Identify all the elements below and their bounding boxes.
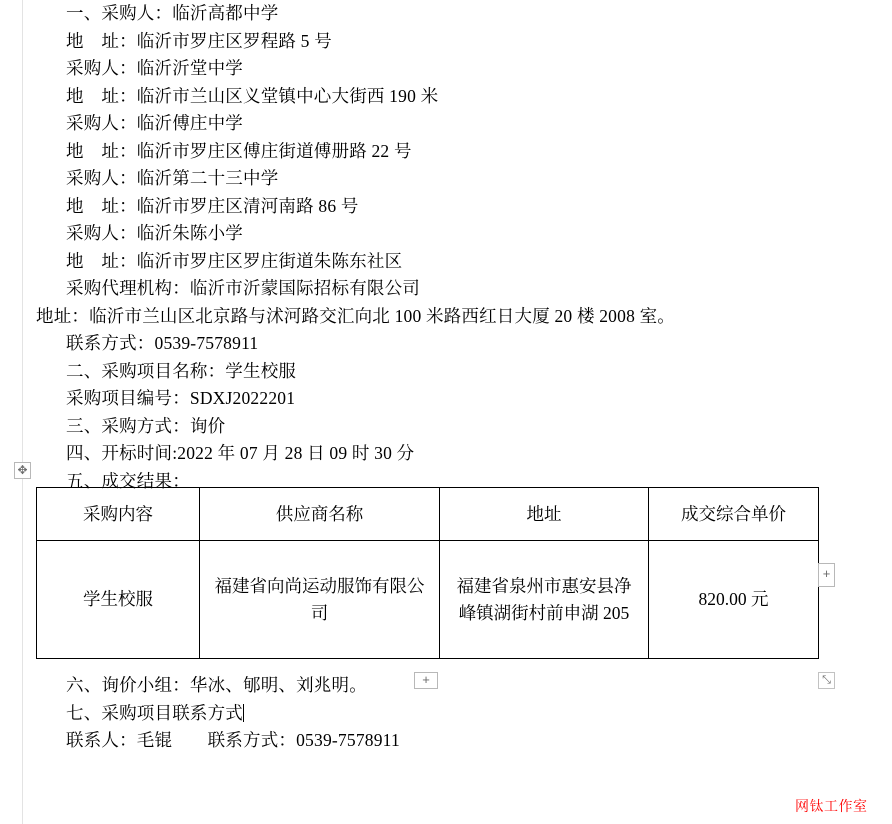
add-row-button[interactable]: + <box>414 672 438 689</box>
doc-line-text: 七、采购项目联系方式 <box>66 702 243 723</box>
result-table <box>36 487 819 659</box>
doc-line: 采购人：临沂沂堂中学 <box>66 58 243 78</box>
doc-line: 采购项目编号：SDXJ2022201 <box>66 388 296 408</box>
table-header-row <box>37 488 819 541</box>
doc-line-with-caret <box>36 700 856 728</box>
table-row <box>37 541 819 659</box>
table-cell-address: 福建省泉州市惠安县净峰镇湖街村前申湖 205 <box>440 541 649 659</box>
doc-line: 一、采购人：临沂高都中学 <box>66 3 279 23</box>
doc-line: 联系人：毛锟 联系方式：0539-7578911 <box>66 730 400 750</box>
doc-line: 四、开标时间:2022 年 07 月 28 日 09 时 30 分 <box>66 443 415 463</box>
doc-line: 六、询价小组：华冰、郇明、刘兆明。 <box>66 675 367 695</box>
table-header-cell: 成交综合单价 <box>649 488 819 541</box>
watermark-label: 网钛工作室 <box>795 798 868 814</box>
table-cell-price: 820.00 元 <box>649 541 819 659</box>
doc-line: 地 址：临沂市罗庄区清河南路 86 号 <box>66 195 359 216</box>
doc-line: 二、采购项目名称：学生校服 <box>66 360 297 381</box>
table-move-handle[interactable]: ✥ <box>14 462 31 479</box>
doc-line: 联系方式：0539-7578911 <box>66 333 259 353</box>
table-resize-handle[interactable]: ⤡ <box>818 672 835 689</box>
table-header-cell: 供应商名称 <box>200 488 440 541</box>
doc-line: 地 址：临沂市兰山区义堂镇中心大街西 190 米 <box>66 85 439 106</box>
add-column-button[interactable]: + <box>818 563 835 587</box>
text-caret <box>243 704 244 722</box>
doc-line: 采购人：临沂朱陈小学 <box>66 223 243 243</box>
document-body <box>36 0 856 495</box>
doc-line: 采购人：临沂傅庄中学 <box>66 113 243 133</box>
document-footer-body <box>36 672 856 755</box>
doc-line: 地 址：临沂市罗庄区傅庄街道傅册路 22 号 <box>66 140 412 161</box>
doc-line: 三、采购方式：询价 <box>66 415 226 436</box>
table-header-cell: 采购内容 <box>37 488 200 541</box>
doc-line: 地 址：临沂市罗庄区罗程路 5 号 <box>66 30 332 51</box>
doc-line: 五、成交结果： <box>66 470 190 491</box>
table-cell-supplier: 福建省向尚运动服饰有限公司 <box>200 541 440 659</box>
doc-line: 采购人：临沂第二十三中学 <box>66 168 279 188</box>
result-table-wrap <box>36 487 818 659</box>
doc-line: 地址：临沂市兰山区北京路与沭河路交汇向北 100 米路西红日大厦 20 楼 2008 室。 <box>36 305 675 326</box>
doc-line: 采购代理机构：临沂市沂蒙国际招标有限公司 <box>66 278 420 298</box>
table-cell-content: 学生校服 <box>37 541 200 659</box>
table-header-cell: 地址 <box>440 488 649 541</box>
doc-line: 地 址：临沂市罗庄区罗庄街道朱陈东社区 <box>66 250 403 271</box>
page-left-margin-rule <box>22 0 23 824</box>
